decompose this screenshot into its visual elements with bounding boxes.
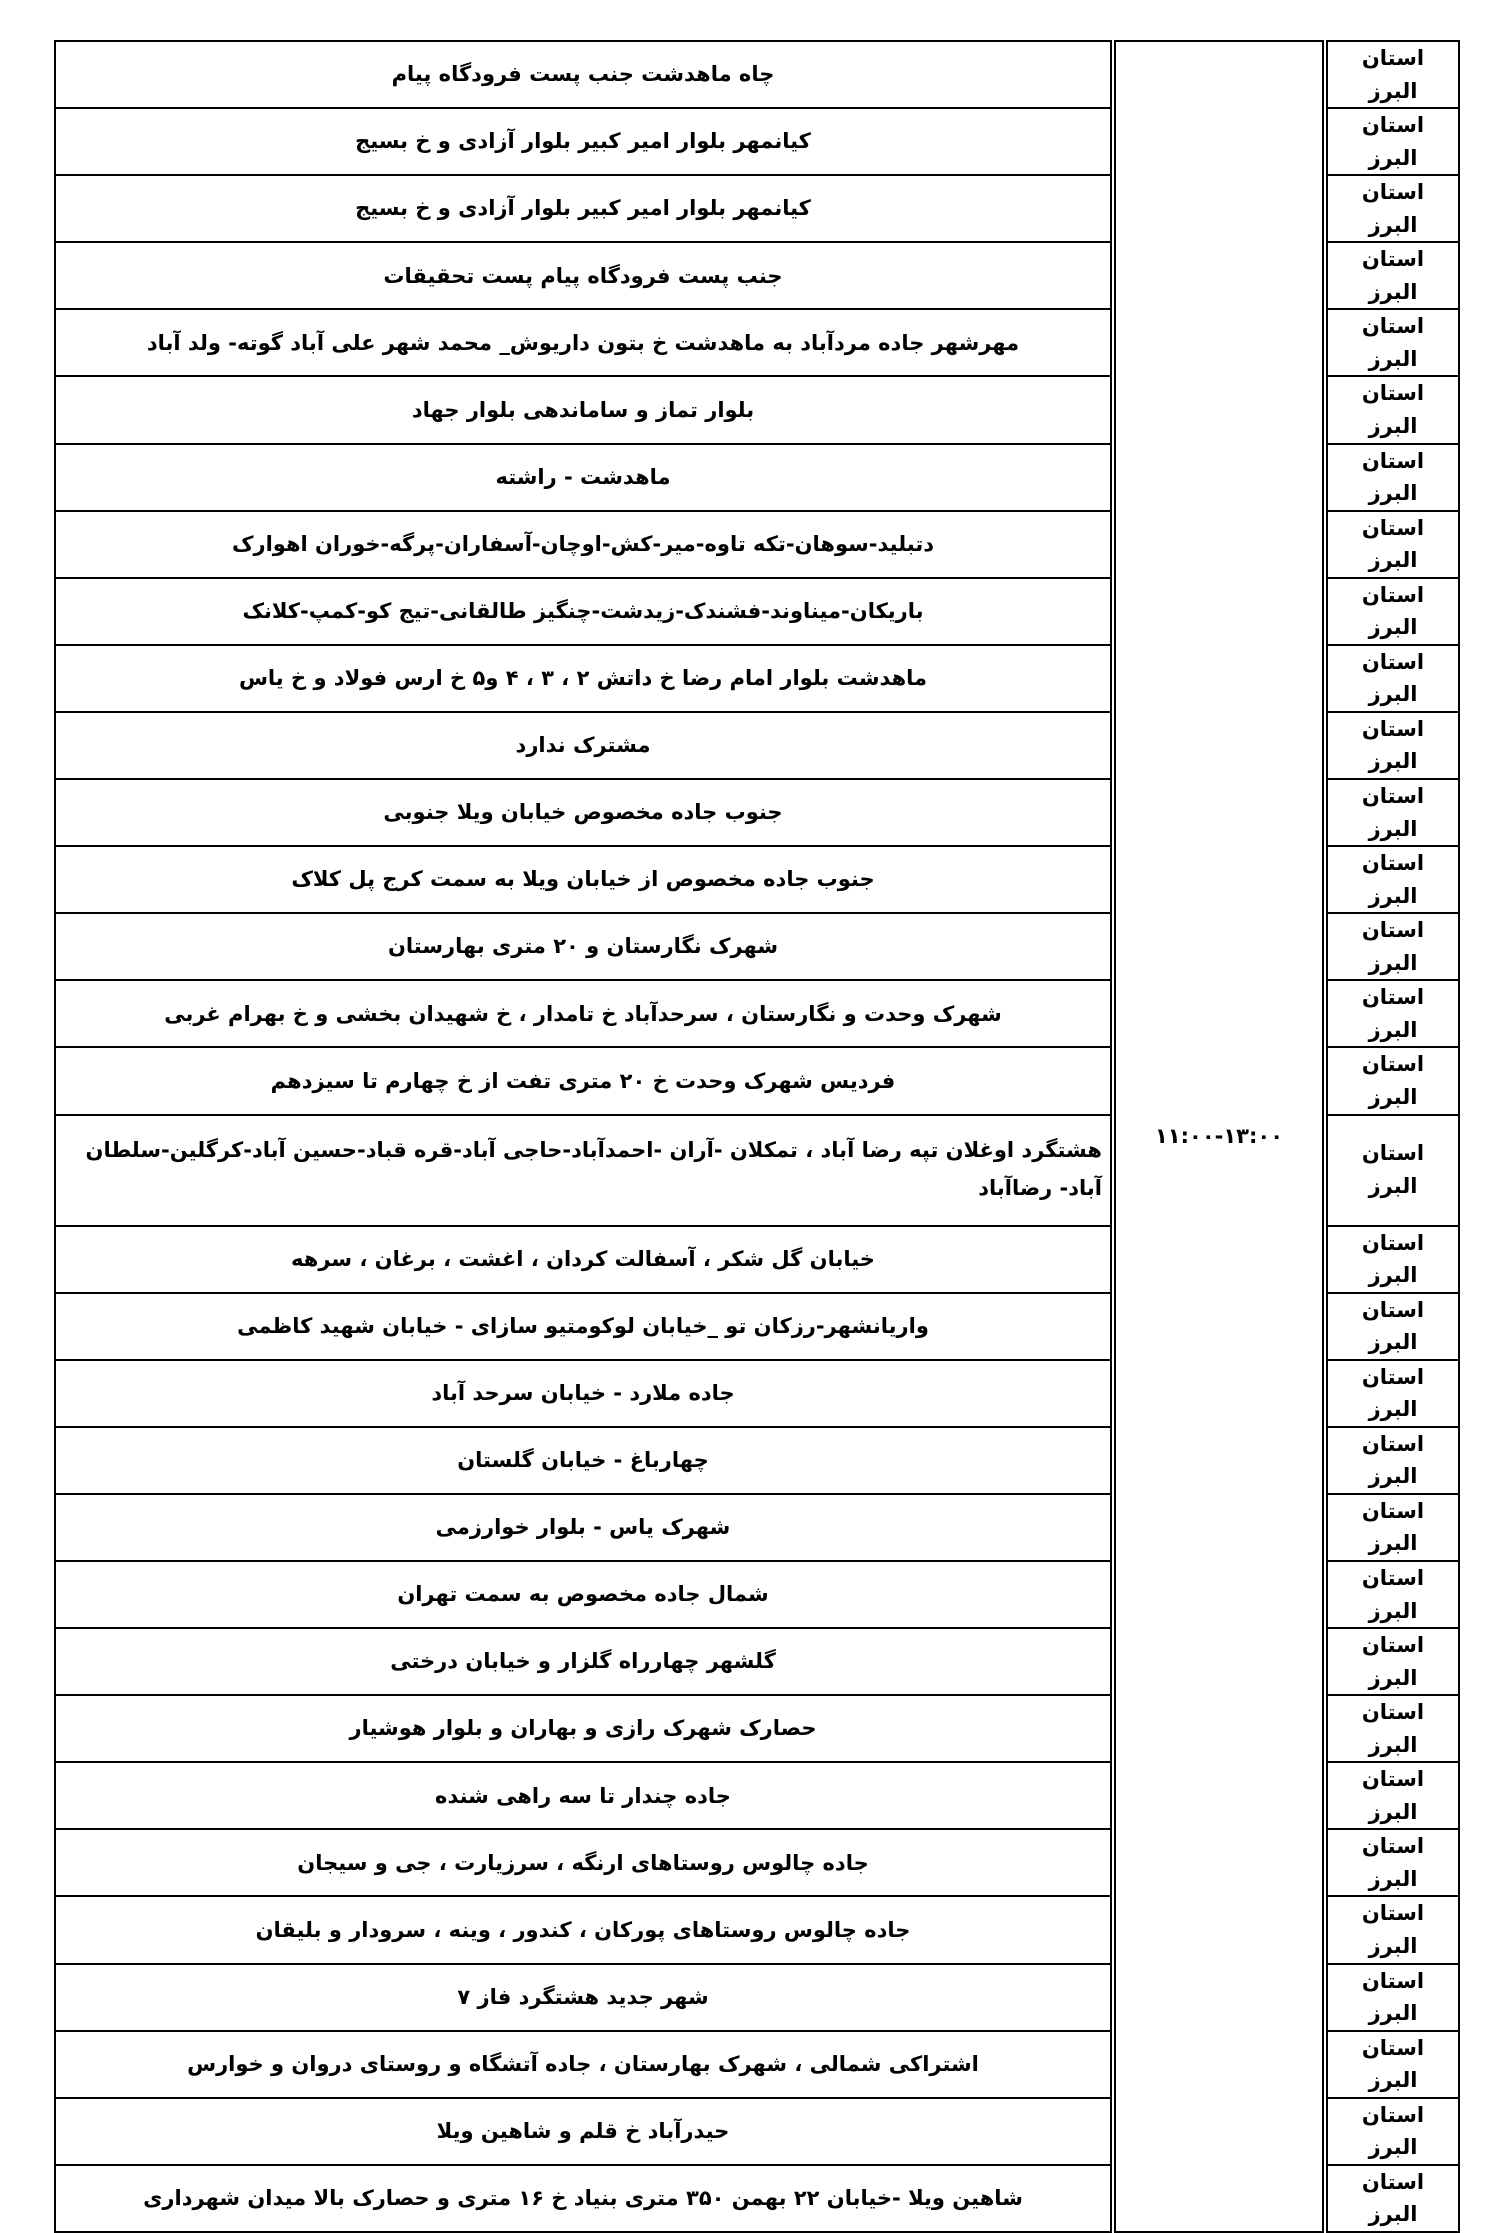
area-cell: دتبلید-سوهان-تکه تاوه-میر-کش-اوچان-آسفاران-پرگه-خوران اهوارک	[55, 511, 1111, 578]
province-cell: استان البرز	[1327, 578, 1459, 645]
province-cell: استان البرز	[1327, 2098, 1459, 2165]
province-cell: استان البرز	[1327, 1047, 1459, 1114]
column-gap	[1323, 309, 1327, 376]
column-gap	[1323, 511, 1327, 578]
province-cell: استان البرز	[1327, 846, 1459, 913]
column-gap	[1323, 1427, 1327, 1494]
province-cell: استان البرز	[1327, 1695, 1459, 1762]
province-cell: استان البرز	[1327, 175, 1459, 242]
area-cell: شهرک وحدت و نگارستان ، سرحدآباد خ تامدار ، خ شهیدان بخشی و خ بهرام غربی	[55, 980, 1111, 1047]
column-gap	[1323, 1494, 1327, 1561]
column-gap	[1323, 2031, 1327, 2098]
column-gap	[1323, 846, 1327, 913]
province-cell: استان البرز	[1327, 108, 1459, 175]
column-gap	[1323, 1695, 1327, 1762]
province-cell: استان البرز	[1327, 1964, 1459, 2031]
column-gap	[1323, 376, 1327, 443]
column-gap	[1323, 1226, 1327, 1293]
area-cell: باریکان-میناوند-فشندک-زیدشت-چنگیز طالقانی-تیج کو-کمپ-کلانک	[55, 578, 1111, 645]
area-cell: شهرک یاس - بلوار خوارزمی	[55, 1494, 1111, 1561]
province-cell: استان البرز	[1327, 41, 1459, 108]
province-cell: استان البرز	[1327, 444, 1459, 511]
province-cell: استان البرز	[1327, 1427, 1459, 1494]
province-cell: استان البرز	[1327, 1494, 1459, 1561]
column-gap	[1323, 913, 1327, 980]
area-cell: گلشهر چهارراه گلزار و خیابان درختی	[55, 1628, 1111, 1695]
column-gap	[1323, 779, 1327, 846]
column-gap	[1323, 1896, 1327, 1963]
area-cell: شمال جاده مخصوص به سمت تهران	[55, 1561, 1111, 1628]
province-cell: استان البرز	[1327, 1628, 1459, 1695]
column-gap	[1323, 1360, 1327, 1427]
area-cell: کیانمهر بلوار امیر کبیر بلوار آزادی و خ بسیج	[55, 175, 1111, 242]
province-cell: استان البرز	[1327, 645, 1459, 712]
area-cell: شهر جدید هشتگرد فاز ۷	[55, 1964, 1111, 2031]
province-cell: استان البرز	[1327, 1561, 1459, 1628]
area-cell: مشترک ندارد	[55, 712, 1111, 779]
province-cell: استان البرز	[1327, 980, 1459, 1047]
province-cell: استان البرز	[1327, 1829, 1459, 1896]
column-gap	[1323, 175, 1327, 242]
area-cell: جنب پست فرودگاه پیام پست تحقیقات	[55, 242, 1111, 309]
area-cell: مهرشهر جاده مردآباد به ماهدشت خ بتون داریوش_ محمد شهر علی آباد گوته- ولد آباد	[55, 309, 1111, 376]
area-cell: واریانشهر-رزکان تو _خیابان لوکومتیو سازای - خیابان شهید کاظمی	[55, 1293, 1111, 1360]
area-cell: بلوار تماز و ساماندهی بلوار جهاد	[55, 376, 1111, 443]
area-cell: شهرک نگارستان و ۲۰ متری بهارستان	[55, 913, 1111, 980]
column-gap	[1323, 108, 1327, 175]
area-cell: جنوب جاده مخصوص خیابان ویلا جنوبی	[55, 779, 1111, 846]
area-cell: ماهدشت - راشته	[55, 444, 1111, 511]
column-gap	[1323, 712, 1327, 779]
column-gap	[1323, 578, 1327, 645]
province-cell: استان البرز	[1327, 2031, 1459, 2098]
column-gap	[1323, 1762, 1327, 1829]
column-gap	[1323, 242, 1327, 309]
area-cell: کیانمهر بلوار امیر کبیر بلوار آزادی و خ بسیج	[55, 108, 1111, 175]
outage-schedule-table	[54, 40, 1458, 2227]
province-cell: استان البرز	[1327, 1293, 1459, 1360]
column-gap	[1323, 1115, 1327, 1226]
area-cell: ماهدشت بلوار امام رضا خ داتش ۲ ، ۳ ، ۴ و۵ خ ارس فولاد و خ یاس	[55, 645, 1111, 712]
province-cell: استان البرز	[1327, 2165, 1459, 2232]
column-gap	[1323, 1047, 1327, 1114]
area-cell: جنوب جاده مخصوص از خیابان ویلا به سمت کرج پل کلاک	[55, 846, 1111, 913]
province-cell: استان البرز	[1327, 712, 1459, 779]
area-cell: جاده چندار تا سه راهی شنده	[55, 1762, 1111, 1829]
area-cell: جاده چالوس روستاهای ارنگه ، سرزیارت ، جی و سیجان	[55, 1829, 1111, 1896]
column-gap	[1323, 980, 1327, 1047]
province-cell: استان البرز	[1327, 1115, 1459, 1226]
area-cell: جاده چالوس روستاهای پورکان ، کندور ، وینه ، سرودار و بلیقان	[55, 1896, 1111, 1963]
province-cell: استان البرز	[1327, 913, 1459, 980]
column-gap	[1323, 1964, 1327, 2031]
area-cell: حیدرآباد خ قلم و شاهین ویلا	[55, 2098, 1111, 2165]
table-row	[55, 41, 1459, 108]
province-cell: استان البرز	[1327, 1226, 1459, 1293]
column-gap	[1323, 1829, 1327, 1896]
province-cell: استان البرز	[1327, 1762, 1459, 1829]
column-gap	[1111, 41, 1115, 2232]
area-cell: خیابان گل شکر ، آسفالت کردان ، اغشت ، برغان ، سرهه	[55, 1226, 1111, 1293]
area-cell: هشتگرد اوغلان تپه رضا آباد ، تمکلان -آران -احمدآباد-حاجی آباد-قره قباد-حسین آباد-کرگلین-سلطان آباد- رضاآباد	[55, 1115, 1111, 1226]
column-gap	[1323, 645, 1327, 712]
time-window-cell: ۱۱:۰۰-۱۳:۰۰	[1115, 41, 1323, 2232]
column-gap	[1323, 1628, 1327, 1695]
province-cell: استان البرز	[1327, 1896, 1459, 1963]
area-cell: فردیس شهرک وحدت خ ۲۰ متری تفت از خ چهارم تا سیزدهم	[55, 1047, 1111, 1114]
province-cell: استان البرز	[1327, 779, 1459, 846]
area-cell: چهارباغ - خیابان گلستان	[55, 1427, 1111, 1494]
column-gap	[1323, 444, 1327, 511]
province-cell: استان البرز	[1327, 309, 1459, 376]
area-cell: اشتراکی شمالی ، شهرک بهارستان ، جاده آتشگاه و روستای دروان و خوارس	[55, 2031, 1111, 2098]
area-cell: حصارک شهرک رازی و بهاران و بلوار هوشیار	[55, 1695, 1111, 1762]
column-gap	[1323, 2165, 1327, 2232]
column-gap	[1323, 1561, 1327, 1628]
area-cell: جاده ملارد - خیابان سرحد آباد	[55, 1360, 1111, 1427]
column-gap	[1323, 41, 1327, 108]
area-cell: چاه ماهدشت جنب پست فرودگاه پیام	[55, 41, 1111, 108]
province-cell: استان البرز	[1327, 511, 1459, 578]
area-cell: شاهین ویلا -خیابان ۲۲ بهمن ۳۵۰ متری بنیاد خ ۱۶ متری و حصارک بالا میدان شهرداری	[55, 2165, 1111, 2232]
column-gap	[1323, 2098, 1327, 2165]
province-cell: استان البرز	[1327, 242, 1459, 309]
schedule-table	[54, 40, 1460, 2233]
column-gap	[1323, 1293, 1327, 1360]
province-cell: استان البرز	[1327, 1360, 1459, 1427]
province-cell: استان البرز	[1327, 376, 1459, 443]
